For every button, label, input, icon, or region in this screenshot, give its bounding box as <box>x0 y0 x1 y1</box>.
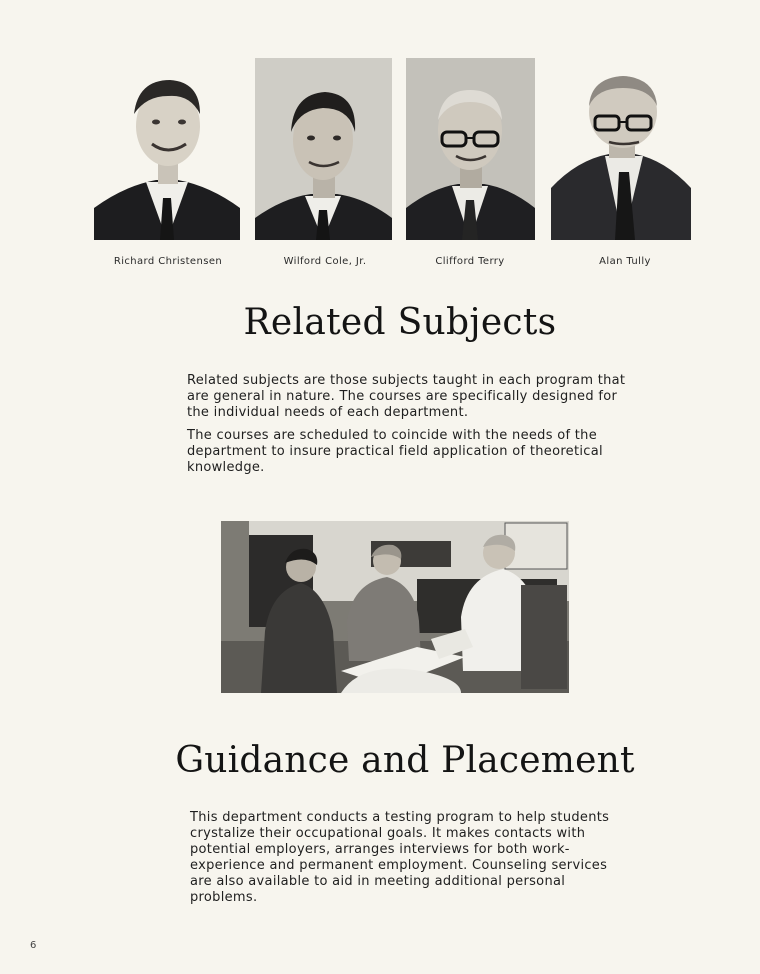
section-heading-related-subjects: Related Subjects <box>243 302 557 343</box>
portrait-photo-wilford-cole <box>255 58 392 240</box>
portrait-photo-clifford-terry <box>406 58 535 240</box>
related-subjects-paragraph: Related subjects are those subjects taught in each program that are general in nature. The courses are specifically designed for the individual needs of each department. <box>187 373 626 420</box>
counseling-session-photo <box>221 521 569 693</box>
portrait-caption: Richard Christensen <box>113 256 223 267</box>
related-subjects-paragraph: The courses are scheduled to coincide with the needs of the department to insure practical field application of theoretical knowledge. <box>187 428 603 475</box>
page-number: 6 <box>30 940 37 951</box>
portrait-caption: Wilford Cole, Jr. <box>283 256 367 267</box>
portrait-photo-alan-tully <box>551 58 691 240</box>
portrait-caption: Clifford Terry <box>435 256 505 267</box>
portrait-photo-richard-christensen <box>94 58 240 240</box>
section-heading-guidance-and-placement: Guidance and Placement <box>175 740 635 781</box>
guidance-paragraph: This department conducts a testing program to help students crystalize their occupational goals. It makes contacts with potential employers, arranges interviews for both work-experience and permanent employment. Counseling services are also available to aid in meeting additional personal problems. <box>190 810 610 905</box>
portrait-caption: Alan Tully <box>599 256 651 267</box>
